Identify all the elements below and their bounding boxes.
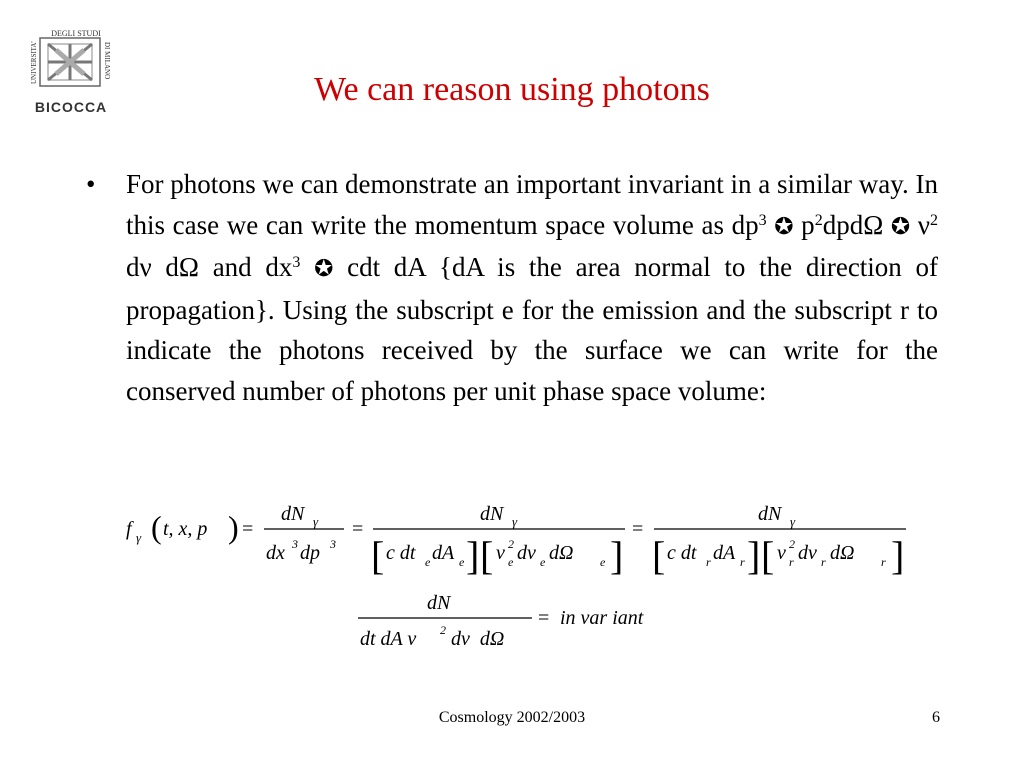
superscript: 2 [930,211,939,229]
superscript: 3 [758,211,767,229]
subscript-r: r [706,555,711,569]
den-dnu: dν [517,542,536,564]
numerator: dN [427,592,451,614]
subscript-e: e [600,555,606,569]
logo-text-right: DI MILANO [103,42,111,80]
star-symbol: ✪ [890,213,911,240]
equation-phase-space-density [126,503,906,578]
subscript-r: r [740,555,745,569]
star-symbol: ✪ [774,213,794,240]
subscript-gamma: γ [512,514,518,529]
rhs-invariant: in var iant [560,607,644,629]
body-text: dν dΩ and dx [126,252,293,282]
subscript-r: r [789,555,794,569]
denominator-dp: dp [300,542,320,564]
subscript-e: e [508,555,514,569]
exponent: 2 [508,537,514,551]
numerator: dN [480,503,504,525]
bracket-left: [ [652,533,666,578]
den-c-dt: c dt [386,542,416,564]
subscript-r: r [821,555,826,569]
bracket-right: ] [466,533,480,578]
star-symbol: ✪ [314,256,334,282]
paren-right: ) [228,509,239,545]
subscript-gamma: γ [136,530,142,545]
superscript: 2 [814,211,823,229]
bracket-right: ] [747,533,761,578]
body-text: cdt dA {dA is the area normal to the direction of propagation}. Using the subscript e for the emission and the subscript r to indicate the photons received by the surface we can write for the conserved number of photons per unit phase space volume: [126,252,939,406]
exponent: 2 [789,537,795,551]
equals-sign: = [538,607,550,629]
bracket-left: [ [371,533,385,578]
bullet-marker: • [86,169,96,199]
den-nu: ν [496,542,505,564]
logo-text-bottom: BICOCCA [34,99,108,115]
superscript: 3 [292,254,301,271]
exponent: 3 [292,537,298,551]
subscript-e: e [459,555,465,569]
body-text: p [793,209,815,240]
page-number: 6 [932,709,940,726]
den-da: dA [713,542,736,564]
equals-sign: = [632,518,644,540]
den-dnu: dν [798,542,817,564]
den-dt-da-nu: dt dA ν [360,628,417,650]
denominator-dx: dx [266,542,285,564]
subscript-r: r [881,555,886,569]
numerator: dN [281,503,305,525]
equation-invariant [358,592,644,650]
den-nu: ν [777,542,786,564]
equals-sign: = [242,518,254,540]
body-text: For photons we can demonstrate an important invariant in a similar way. In this case we can write the momentum space volume as dp [126,169,938,240]
subscript-gamma: γ [313,514,319,529]
args: t, x, p [163,518,208,540]
bullet-paragraph [126,164,938,411]
den-dnu-domega: dν dΩ [451,628,505,650]
body-text: ν [910,209,931,240]
den-da: dA [432,542,455,564]
bracket-right: ] [610,533,624,578]
exponent: 3 [330,537,336,551]
subscript-gamma: γ [790,514,796,529]
footer-title: Cosmology 2002/2003 [438,709,586,726]
bracket-left: [ [480,533,494,578]
den-c-dt: c dt [667,542,697,564]
subscript-e: e [540,555,546,569]
numerator: dN [758,503,782,525]
den-domega: dΩ [830,542,855,564]
body-text: dpdΩ [822,209,891,240]
slide-title: We can reason using photons [314,71,710,108]
den-domega: dΩ [549,542,574,564]
paren-left: ( [151,509,162,545]
subscript-e: e [425,555,431,569]
bracket-left: [ [761,533,775,578]
logo-text-top: DEGLI STUDI [51,29,101,38]
exponent: 2 [440,623,446,637]
bracket-right: ] [891,533,905,578]
logo-text-side: UNIVERSITA' [30,41,38,84]
f-symbol: f [126,518,132,540]
equals-sign: = [352,518,364,540]
